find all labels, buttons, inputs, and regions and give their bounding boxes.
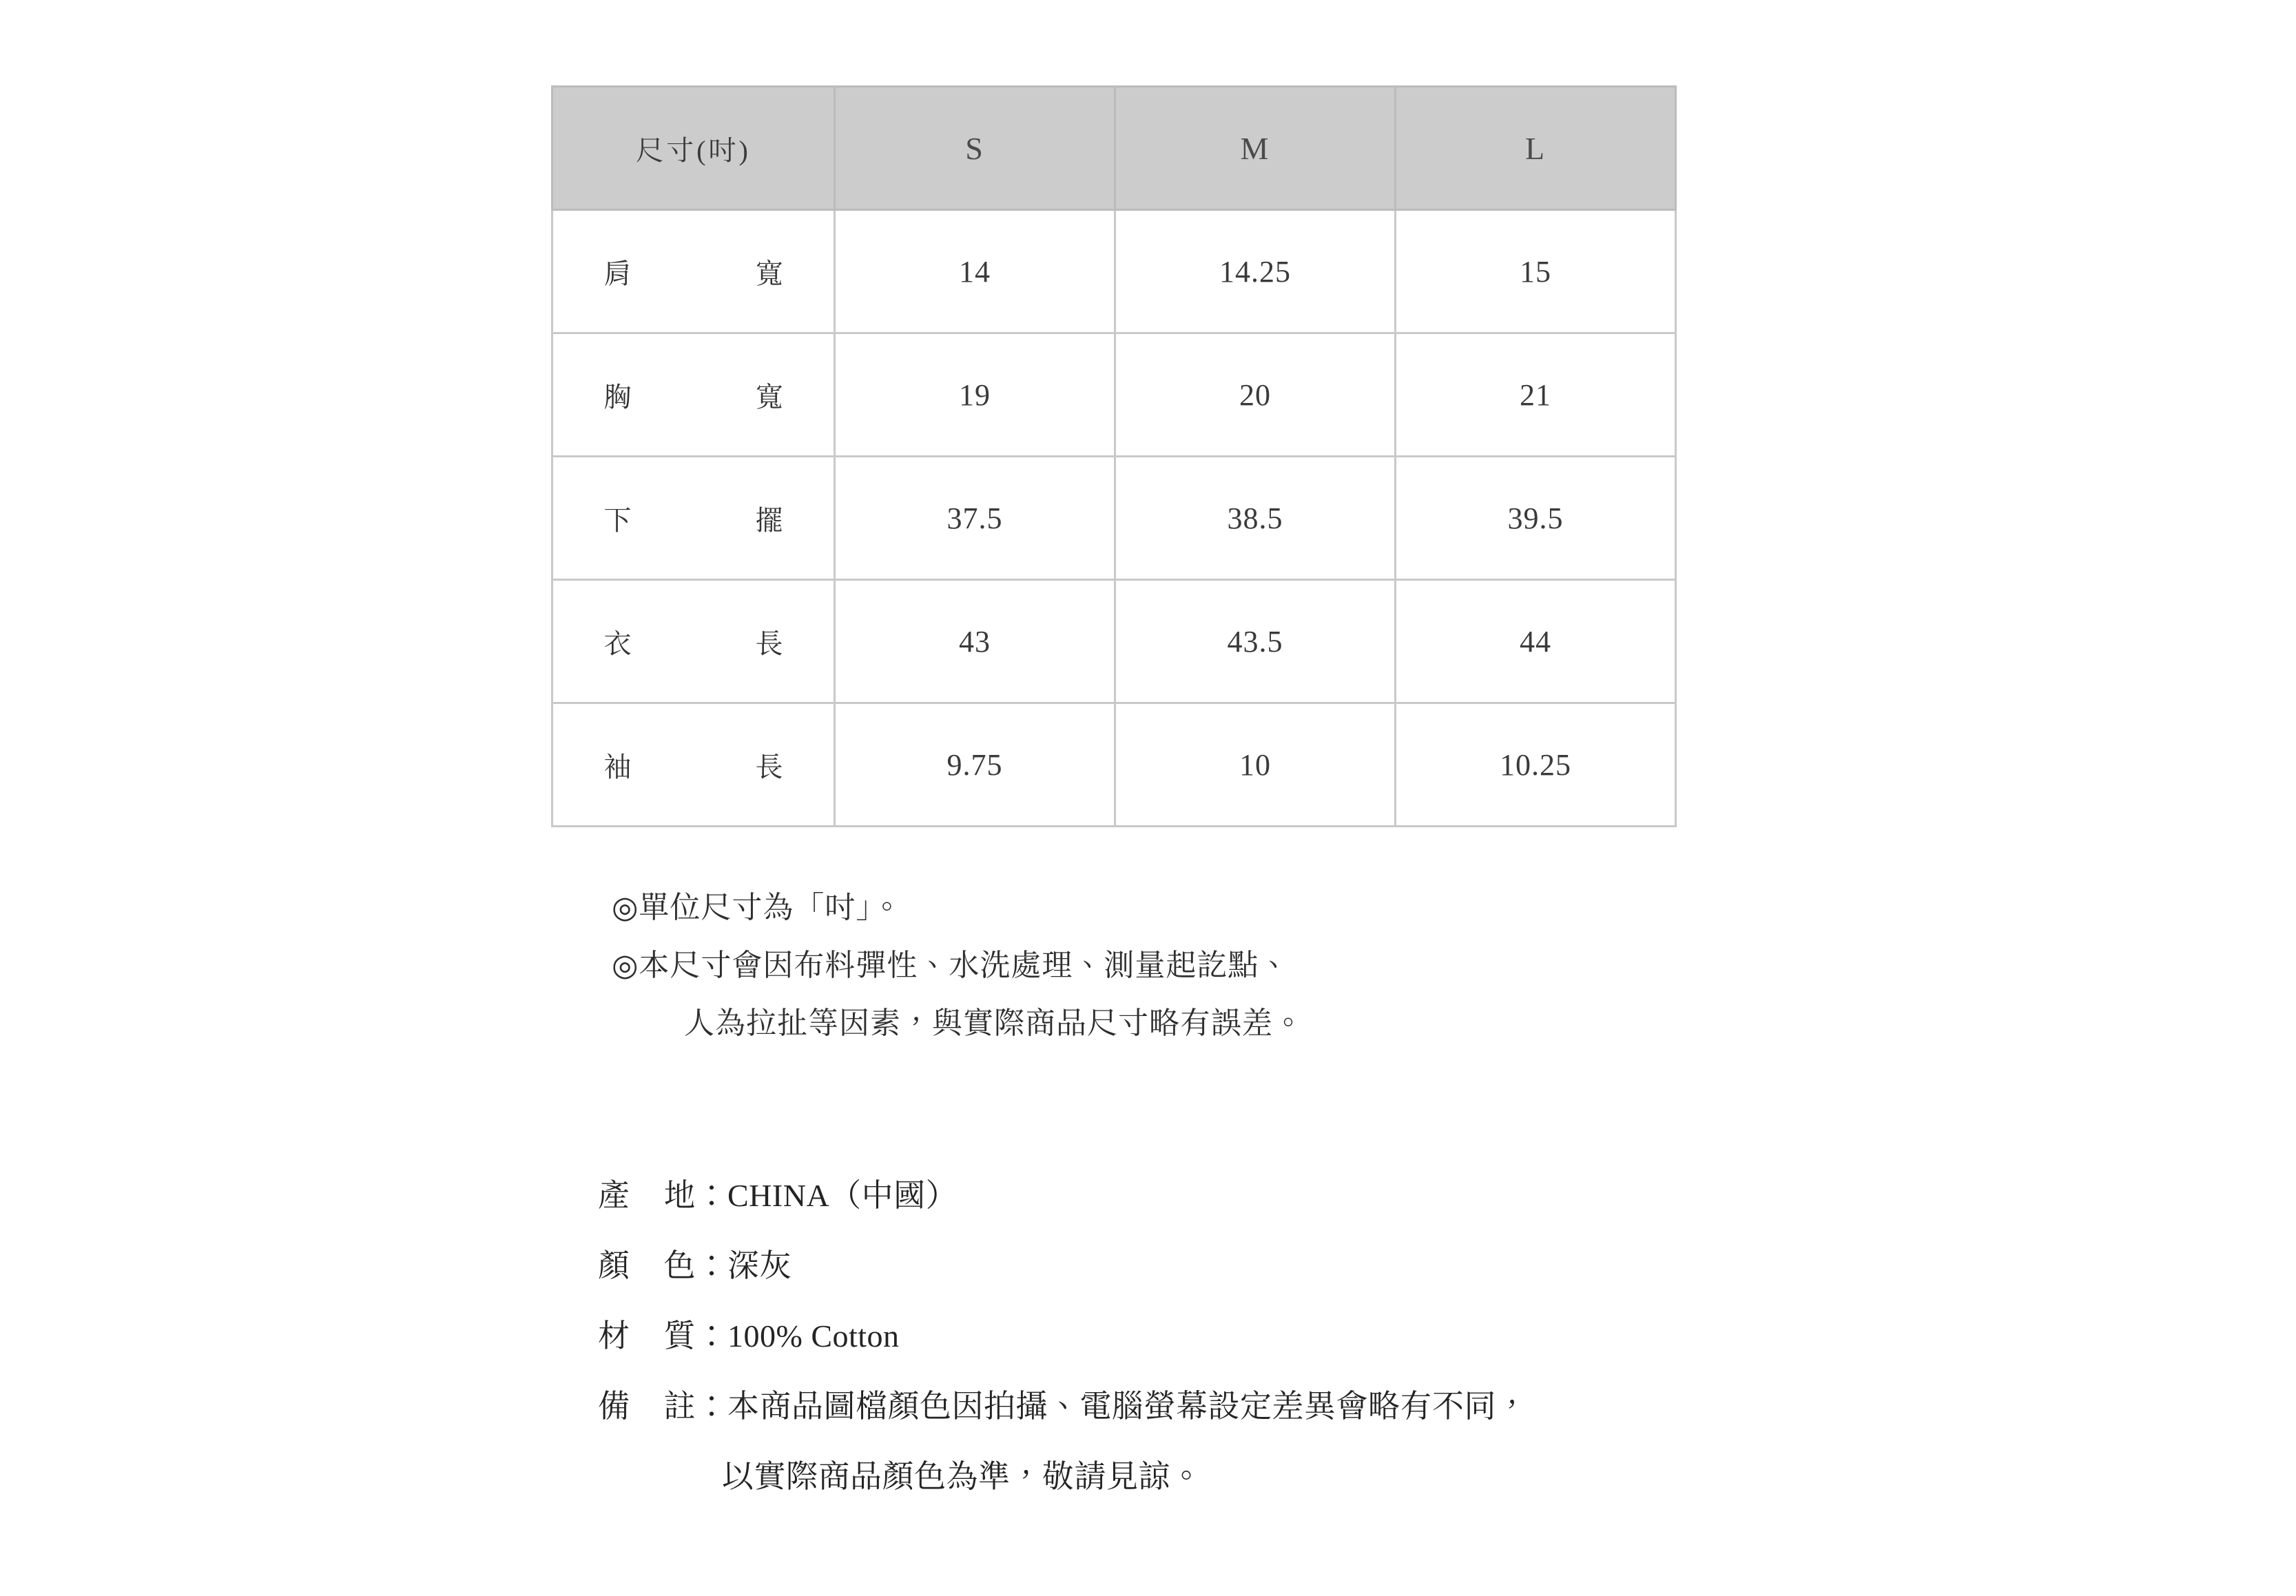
table-row (552, 333, 1676, 457)
table-row (552, 457, 1676, 580)
value-sleeve-l: 10.25 (1500, 747, 1571, 782)
cell-chest-m (1115, 333, 1396, 457)
row-label-cell-chest (552, 333, 835, 457)
size-chart-table (551, 85, 1677, 827)
note-line-unit: ◎單位尺寸為「吋」。 (612, 891, 903, 924)
header-cell-size-m (1115, 87, 1396, 210)
info-value-remark: 本商品圖檔顏色因拍攝、電腦螢幕設定差異會略有不同， (727, 1389, 1529, 1424)
info-value-material: 100% Cotton (727, 1318, 900, 1354)
row-label-cell-sleeve (552, 703, 835, 827)
value-hem-l: 39.5 (1507, 501, 1564, 535)
value-shoulder-m: 14.25 (1219, 254, 1291, 289)
row-label-shoulder: 肩寬 (603, 258, 783, 289)
table-row (552, 703, 1676, 827)
note-line-tolerance-continued: 人為拉扯等因素，與實際商品尺寸略有誤差。 (684, 1006, 1304, 1040)
cell-length-m (1115, 580, 1396, 703)
size-table-head (552, 87, 1676, 210)
notes-block (612, 879, 1783, 1053)
value-chest-l: 21 (1520, 377, 1551, 412)
cell-length-s (835, 580, 1115, 703)
header-label-measurement: 尺寸(吋) (636, 134, 751, 166)
value-sleeve-m: 10 (1239, 747, 1271, 782)
value-length-s: 43 (959, 624, 991, 659)
row-label-sleeve: 袖長 (603, 751, 783, 783)
value-shoulder-l: 15 (1520, 254, 1551, 289)
cell-hem-s (835, 457, 1115, 580)
cell-hem-m (1115, 457, 1396, 580)
value-chest-s: 19 (959, 377, 991, 412)
size-table-container (551, 85, 1675, 827)
info-key-origin: 產地 (598, 1178, 696, 1213)
row-label-cell-shoulder (552, 210, 835, 333)
header-cell-size-s (835, 87, 1115, 210)
value-sleeve-s: 9.75 (947, 747, 1003, 782)
info-value-color: 深灰 (727, 1248, 792, 1283)
cell-sleeve-l (1396, 703, 1676, 827)
table-header-row (552, 87, 1676, 210)
cell-shoulder-s (835, 210, 1115, 333)
info-key-color: 顏色 (598, 1248, 696, 1283)
value-length-m: 43.5 (1227, 624, 1283, 659)
info-separator: ： (696, 1178, 727, 1213)
value-shoulder-s: 14 (959, 254, 991, 289)
row-label-length: 衣長 (603, 628, 783, 659)
info-line-color (598, 1231, 1907, 1301)
info-line-remark-continued: 以實際商品顏色為準，敬請見諒。 (722, 1459, 1203, 1494)
header-label-size-m: M (1240, 130, 1270, 166)
info-line-remark (598, 1371, 1907, 1442)
row-label-cell-length (552, 580, 835, 703)
header-label-size-l: L (1524, 130, 1547, 166)
info-line-material (598, 1301, 1907, 1371)
value-hem-s: 37.5 (947, 501, 1003, 535)
header-cell-size-l (1396, 87, 1676, 210)
product-info-block (598, 1161, 1907, 1512)
cell-length-l (1396, 580, 1676, 703)
cell-hem-l (1396, 457, 1676, 580)
cell-sleeve-m (1115, 703, 1396, 827)
table-row (552, 580, 1676, 703)
value-hem-m: 38.5 (1227, 501, 1283, 535)
info-key-remark: 備註 (598, 1389, 696, 1424)
info-key-material: 材質 (598, 1318, 696, 1354)
size-table-body (552, 210, 1676, 827)
value-chest-m: 20 (1239, 377, 1271, 412)
row-label-cell-hem (552, 457, 835, 580)
info-value-origin: CHINA（中國） (727, 1178, 958, 1213)
cell-chest-s (835, 333, 1115, 457)
header-label-size-s: S (965, 130, 984, 166)
info-line-origin (598, 1161, 1907, 1231)
cell-sleeve-s (835, 703, 1115, 827)
row-label-chest: 胸寬 (603, 381, 783, 413)
cell-chest-l (1396, 333, 1676, 457)
info-separator: ： (696, 1248, 727, 1283)
info-separator: ： (696, 1389, 727, 1424)
table-row (552, 210, 1676, 333)
info-separator: ： (696, 1318, 727, 1354)
cell-shoulder-l (1396, 210, 1676, 333)
row-label-hem: 下擺 (603, 504, 783, 536)
note-line-tolerance: ◎本尺寸會因布料彈性、水洗處理、測量起訖點、 (612, 949, 1290, 982)
cell-shoulder-m (1115, 210, 1396, 333)
header-cell-measurement (552, 87, 835, 210)
value-length-l: 44 (1520, 624, 1551, 659)
